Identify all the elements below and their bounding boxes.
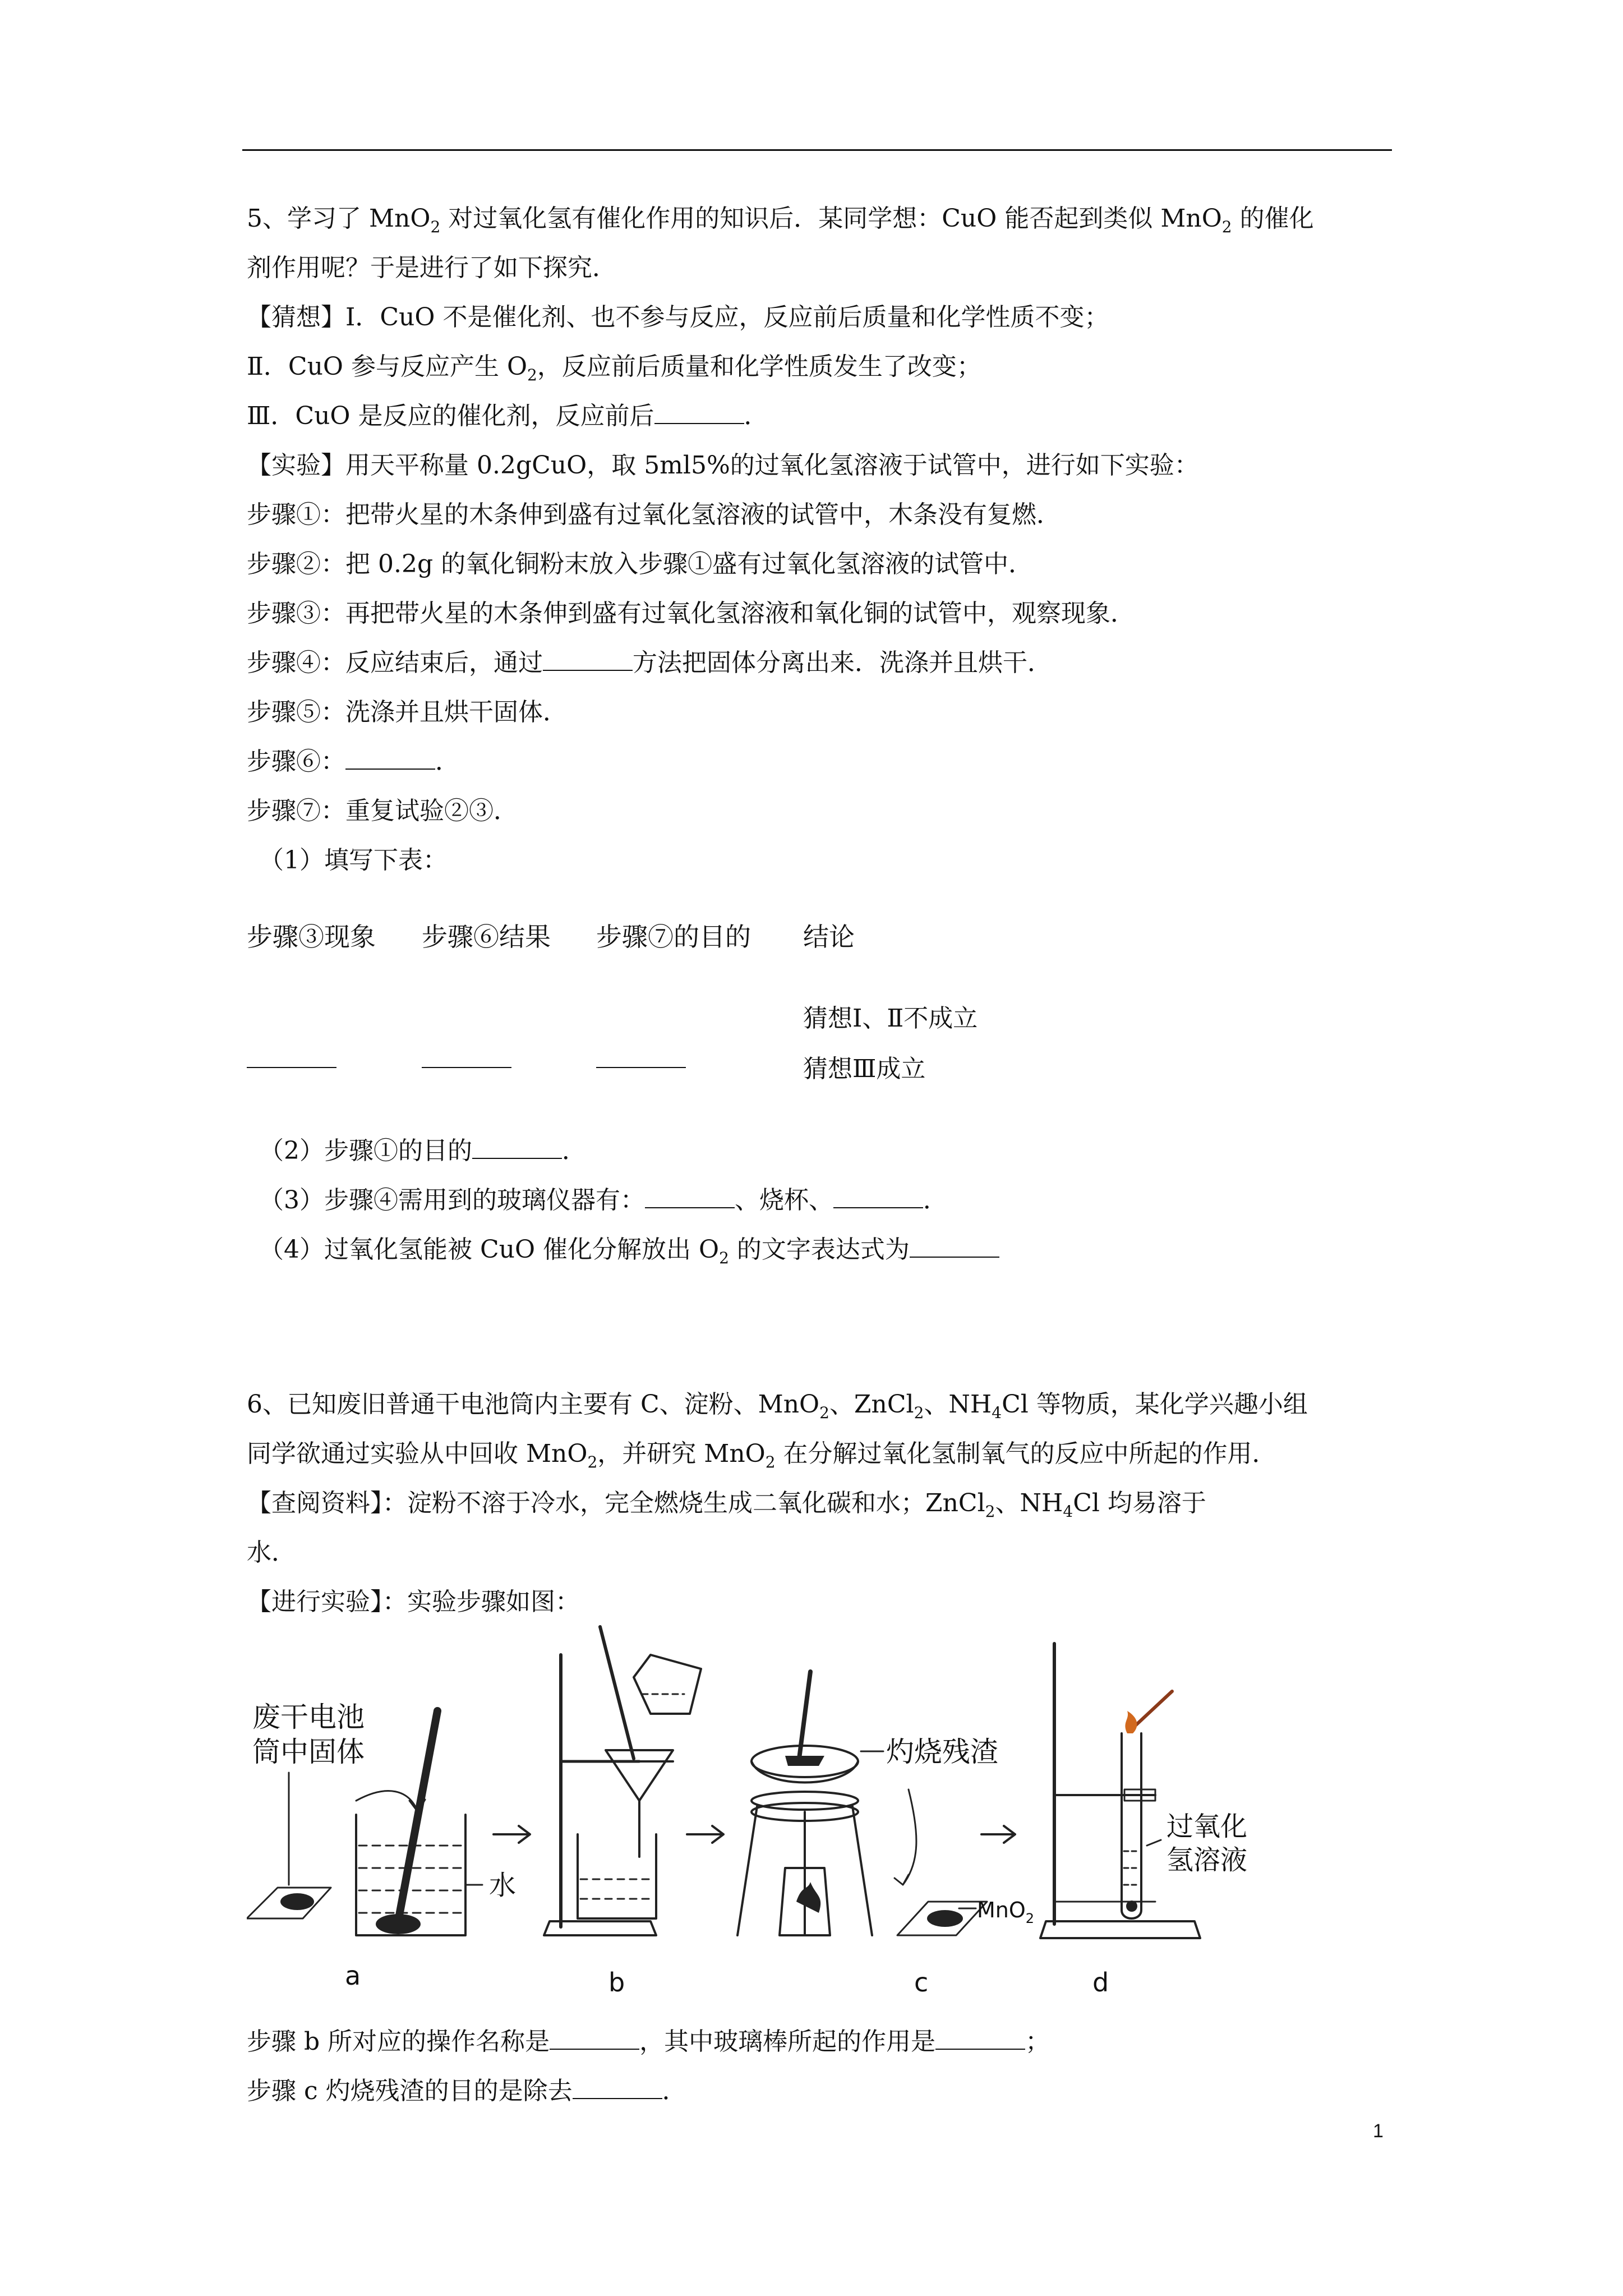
q5-hypothesis-3: Ⅲ．CuO 是反应的催化剂，反应前后 ． [247,402,769,430]
q6-step-b-question: 步骤 b 所对应的操作名称是 ，其中玻璃棒所起的作用是 ； [247,2027,1050,2056]
arrow-a-b [494,1826,530,1843]
table-conclusion: 猜想Ⅲ成立 [803,1055,926,1083]
table-conclusion: 猜想Ⅰ、Ⅱ不成立 [803,1004,978,1033]
experiment-figure [247,1621,1279,2014]
figure-step-b: b [608,1967,625,1998]
answer-blank[interactable] [345,746,435,770]
q5-step-5: 步骤⑤：洗涤并且烘干固体． [247,698,568,726]
q5-step-7: 步骤⑦：重复试验②③． [247,797,518,825]
q5-step-6: 步骤⑥： ． [247,747,460,776]
q5-experiment: 【实验】用天平称量 0.2gCuO，取 5ml5%的过氧化氢溶液于试管中，进行如下实验： [247,451,1199,480]
q5-hypothesis-1: 【猜想】Ⅰ．CuO 不是催化剂、也不参与反应，反应前后质量和化学性质不变； [247,303,1109,332]
figure-label-h2o2-1: 过氧化 [1166,1811,1248,1842]
q5-intro-line1: 5、学习了 MnO$_2$ 对过氧化氢有催化作用的知识后．某同学想：CuO 能否起到类似 MnO$_2$ 的催化 [247,204,1314,236]
table-blank-cell[interactable] [247,1045,336,1074]
q5-part-4: （4）过氧化氢能被 CuO 催化分解放出 $O_2$ 的文字表达式为 [259,1233,999,1275]
q5-step-3: 步骤③：再把带火星的木条伸到盛有过氧化氢溶液和氧化铜的试管中，观察现象． [247,599,1135,628]
header-rule [242,149,1392,151]
apparatus-b-filtration [544,1627,701,1998]
q5-intro-line2: 剂作用呢？于是进行了如下探究． [247,254,617,282]
apparatus-a-dissolving [247,1701,516,1991]
answer-blank[interactable] [550,2026,639,2050]
figure-step-c: c [914,1967,929,1998]
q6-reference-line1: 【查阅资料】：淀粉不溶于冷水，完全燃烧生成二氧化碳和水；ZnCl$_2$、$NH_4Cl$ 均易溶于 [247,1489,1206,1521]
q5-step-1: 步骤①：把带火星的木条伸到盛有过氧化氢溶液的试管中，木条没有复燃． [247,500,1061,529]
q5-part-1: （1）填写下表： [259,846,448,875]
figure-label-mno2: MnO$_2$ [977,1898,1035,1926]
figure-label-battery-solid-2: 筒中固体 [252,1736,365,1768]
arrow-b-c [687,1826,723,1843]
answer-blank[interactable] [645,1185,735,1208]
q5-part-3: （3）步骤④需用到的玻璃仪器有： 、烧杯、 ． [259,1186,948,1214]
q5-step-4: 步骤④：反应结束后，通过 方法把固体分离出来．洗涤并且烘干． [247,648,1052,677]
answer-blank[interactable] [543,647,633,671]
answer-blank[interactable] [573,2076,662,2099]
q5-hypothesis-2: Ⅱ．CuO 参与反应产生 $O_2$，反应前后质量和化学性质发生了改变； [247,352,981,384]
table-header: 步骤⑥结果 [422,922,551,952]
figure-label-water: 水 [489,1870,517,1901]
table-blank-cell[interactable] [596,1045,686,1074]
answer-blank[interactable] [654,401,744,424]
figure-label-battery-solid-1: 废干电池 [252,1701,365,1733]
table-header: 结论 [803,922,855,952]
figure-step-a: a [345,1961,361,1991]
q6-reference-line2: 水． [247,1538,296,1567]
table-blank-cell[interactable] [422,1045,511,1074]
q5-part-2: （2）步骤①的目的 ． [259,1137,587,1165]
q6-intro-line1: 6、已知废旧普通干电池筒内主要有 C、淀粉、MnO$_2$、ZnCl$_2$、$NH_4Cl$ 等物质，某化学兴趣小组 [247,1390,1308,1422]
table-header: 步骤⑦的目的 [596,922,751,952]
page-number: 1 [1373,2120,1384,2142]
table-header: 步骤③现象 [247,922,376,952]
figure-label-burned-residue: 灼烧残渣 [886,1736,998,1768]
answer-blank[interactable] [935,2026,1025,2050]
answer-blank[interactable] [910,1234,999,1258]
answer-blank[interactable] [472,1135,562,1159]
answer-blank[interactable] [833,1185,923,1208]
q5-step-2: 步骤②：把 0.2g 的氧化铜粉末放入步骤①盛有过氧化氢溶液的试管中． [247,550,1034,578]
apparatus-d-testing [1040,1644,1247,1998]
q6-intro-line2: 同学欲通过实验从中回收 MnO$_2$，并研究 MnO$_2$ 在分解过氧化氢制氧气的反应中所起的作用． [247,1439,1277,1471]
arrow-c-d [981,1826,1015,1843]
figure-label-h2o2-2: 氢溶液 [1166,1844,1248,1876]
q6-procedure-label: 【进行实验】：实验步骤如图： [247,1588,580,1616]
q6-step-c-question: 步骤 c 灼烧残渣的目的是除去 ． [247,2077,687,2105]
figure-step-d: d [1092,1967,1109,1998]
